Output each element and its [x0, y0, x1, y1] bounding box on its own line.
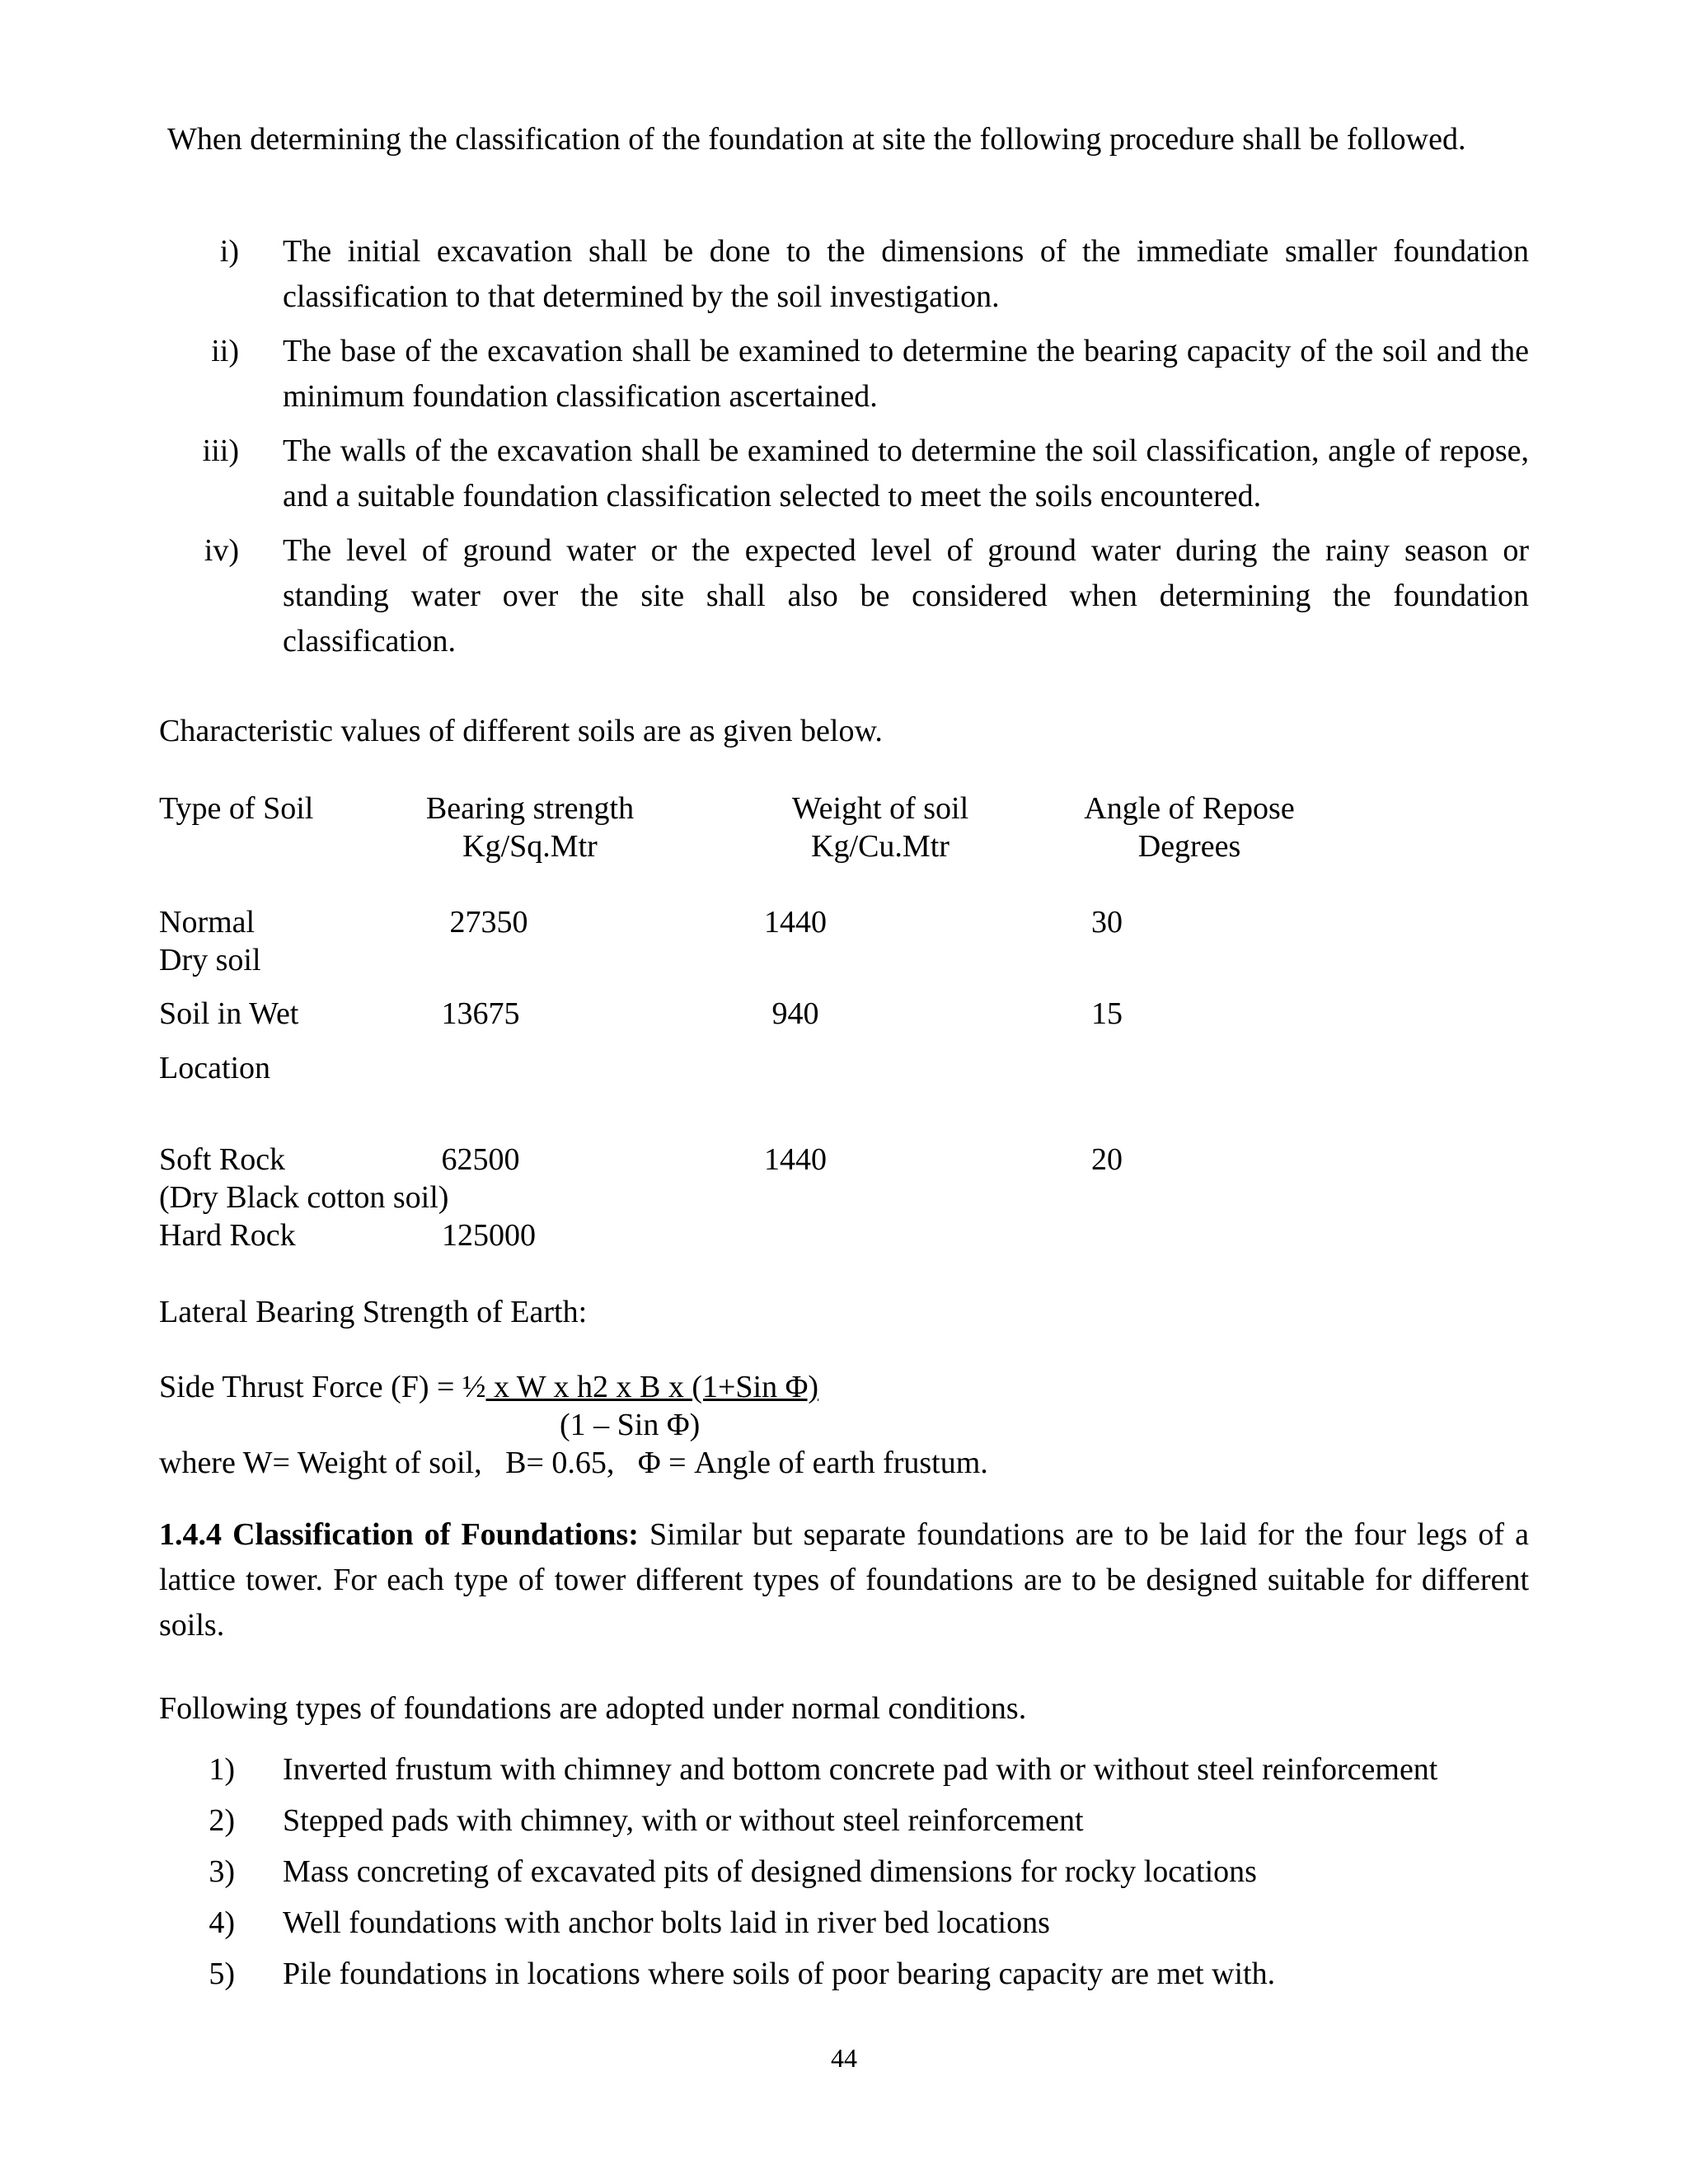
procedure-item-number: ii) — [211, 334, 239, 368]
foundation-item-number: 5) — [209, 1957, 235, 1991]
foundation-item — [159, 1747, 1529, 1798]
table-cell-weight: 1440 — [764, 905, 827, 940]
intro-paragraph: When determining the classification of the foundation at site the following procedure shall be followed. — [167, 122, 1466, 157]
foundation-item-number: 3) — [209, 1854, 235, 1889]
table-cell-angle: 30 — [1091, 905, 1123, 940]
table-cell-angle: 15 — [1091, 996, 1123, 1031]
procedure-item-text: The level of ground water or the expected level of ground water during the rainy season or standing water over the site shall also be considered when determining the foundation classification. — [283, 533, 1529, 658]
foundation-item-number: 2) — [209, 1803, 235, 1838]
procedure-item — [159, 329, 1529, 419]
header-type-of-soil: Type of Soil — [159, 791, 314, 826]
foundations-list — [159, 1747, 1529, 2003]
header-angle-of-repose — [1066, 786, 1313, 869]
header-line: Bearing strength — [425, 791, 635, 826]
formula-where: where W= Weight of soil, B= 0.65, Φ = Angle of earth frustum. — [159, 1446, 988, 1480]
table-cell-type: Normal — [159, 905, 256, 940]
formula-line — [159, 1365, 818, 1410]
header-weight-of-soil — [757, 786, 1004, 869]
table-cell-type: Soil in Wet — [159, 996, 299, 1031]
procedure-item — [159, 229, 1529, 320]
foundations-intro: Following types of foundations are adopted under normal conditions. — [159, 1691, 1027, 1726]
formula-denominator: (1 – Sin Φ) — [560, 1408, 701, 1442]
table-cell-bearing: 13675 — [441, 996, 520, 1031]
foundation-item-text: Inverted frustum with chimney and bottom concrete pad with or without steel reinforcement — [283, 1752, 1438, 1787]
section-1-4-4 — [159, 1512, 1529, 1648]
procedure-item-text: The base of the excavation shall be examined to determine the bearing capacity of the soil and the minimum foundation classification ascertained. — [283, 334, 1529, 414]
header-line: Angle of Repose — [1084, 791, 1295, 826]
table-cell-bearing: 125000 — [442, 1218, 536, 1253]
table-intro: Characteristic values of different soils are as given below. — [159, 714, 883, 748]
table-cell-type: Soft Rock — [159, 1142, 286, 1177]
foundation-item — [159, 1952, 1529, 2003]
foundation-item-number: 4) — [209, 1905, 235, 1940]
section-text: Similar but separate foundations are to be laid for the four legs of a lattice tower. For each type of tower different types of foundations are to be designed suitable for different soils. — [159, 1517, 1529, 1643]
page-number: 44 — [831, 2043, 857, 2073]
header-unit: Kg/Cu.Mtr — [811, 829, 950, 864]
procedure-item — [159, 429, 1529, 519]
section-heading: 1.4.4 Classification of Foundations: — [159, 1517, 639, 1552]
table-cell-weight: 940 — [771, 996, 819, 1031]
header-bearing-strength — [406, 786, 654, 869]
foundation-item-text: Well foundations with anchor bolts laid in river bed locations — [283, 1905, 1050, 1940]
header-unit: Kg/Sq.Mtr — [462, 829, 598, 864]
foundation-item — [159, 1900, 1529, 1952]
formula-prefix: Side Thrust Force (F) = ½ — [159, 1370, 486, 1404]
table-cell-angle: 20 — [1091, 1142, 1123, 1177]
procedure-item-number: iv) — [204, 533, 239, 568]
lateral-heading: Lateral Bearing Strength of Earth: — [159, 1295, 588, 1329]
table-cell-type: (Dry Black cotton soil) — [159, 1180, 449, 1215]
procedure-item-number: i) — [219, 234, 239, 269]
table-cell-bearing: 27350 — [449, 905, 528, 940]
header-line: Weight of soil — [791, 791, 969, 826]
foundation-item-text: Pile foundations in locations where soils of poor bearing capacity are met with. — [283, 1957, 1276, 1991]
procedure-item-text: The walls of the excavation shall be examined to determine the soil classification, angle of repose, and a suitable foundation classification selected to meet the soils encountered. — [283, 434, 1529, 513]
procedure-item-text: The initial excavation shall be done to the dimensions of the immediate smaller foundation classification to that determined by the soil investigation. — [283, 234, 1529, 314]
table-cell-bearing: 62500 — [441, 1142, 520, 1177]
table-cell-weight: 1440 — [764, 1142, 827, 1177]
header-unit: Degrees — [1137, 829, 1241, 864]
foundation-item — [159, 1849, 1529, 1900]
foundation-item — [159, 1798, 1529, 1849]
foundation-item-text: Stepped pads with chimney, with or without steel reinforcement — [283, 1803, 1084, 1838]
foundation-item-number: 1) — [209, 1752, 235, 1787]
table-cell-type: Hard Rock — [159, 1218, 296, 1253]
procedure-item-number: iii) — [202, 434, 239, 468]
table-cell-type: Location — [159, 1051, 271, 1085]
procedure-list — [159, 229, 1529, 673]
table-cell-type: Dry soil — [159, 943, 261, 977]
procedure-item — [159, 528, 1529, 664]
foundation-item-text: Mass concreting of excavated pits of designed dimensions for rocky locations — [283, 1854, 1257, 1889]
formula-numerator: x W x h2 x B x (1+Sin Φ) — [485, 1370, 819, 1404]
